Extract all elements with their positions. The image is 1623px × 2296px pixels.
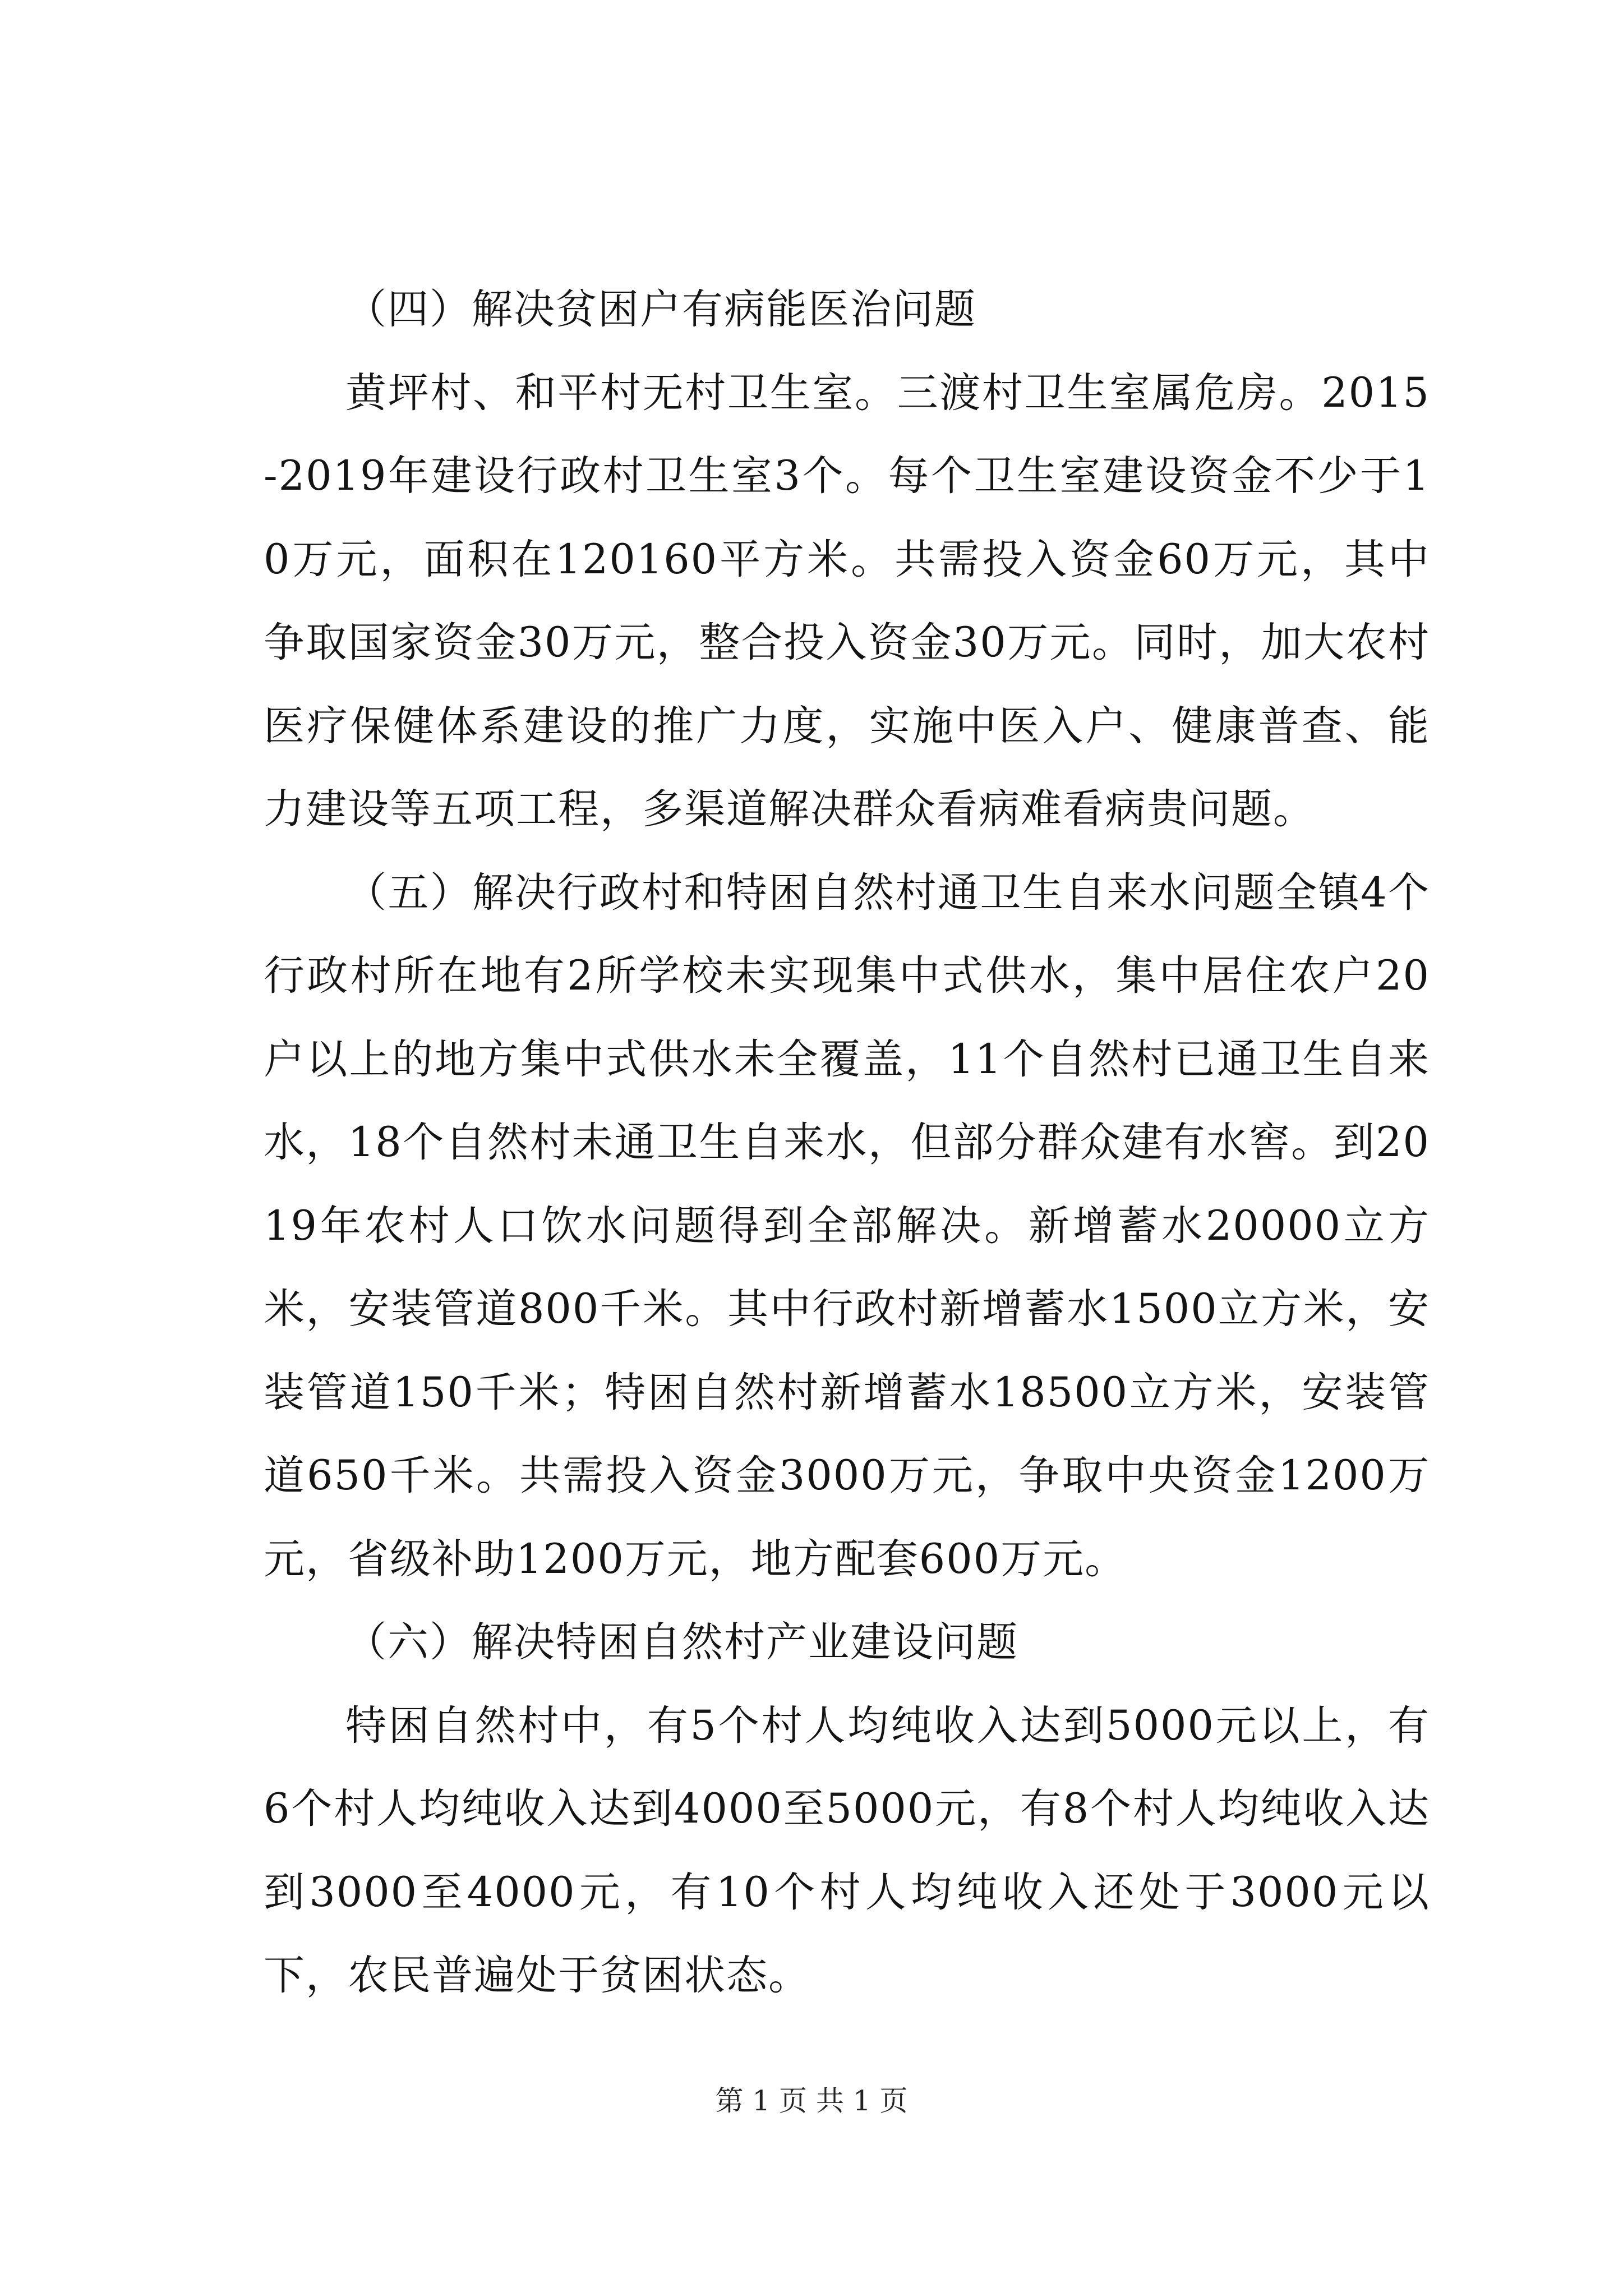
paragraph-income: 特困自然村中，有5个村人均纯收入达到5000元以上，有6个村人均纯收入达到4000至5000元，有8个村人均纯收入达到3000至4000元，有10个村人均纯收入还处于3000元以下，农民普遍处于贫困状态。 [264,1701,1430,1999]
document-body [264,268,1430,2018]
paragraph-clinics: 黄坪村、和平村无村卫生室。三渡村卫生室属危房。2015-2019年建设行政村卫生室3个。每个卫生室建设资金不少于10万元，面积在120160平方米。共需投入资金60万元，其中争取国家资金30万元，整合投入资金30万元。同时，加大农村医疗保健体系建设的推广力度，实施中医入户、健康普查、能力建设等五项工程，多渠道解决群众看病难看病贵问题。 [264,369,1430,833]
page-number-footer: 第 1 页 共 1 页 [715,2085,908,2117]
paragraph-water-supply: （五）解决行政村和特困自然村通卫生自来水问题全镇4个行政村所在地有2所学校未实现集中式供水，集中居住农户20户以上的地方集中式供水未全覆盖，11个自然村已通卫生自来水，18个自然村未通卫生自来水，但部分群众建有水窖。到2019年农村人口饮水问题得到全部解决。新增蓄水20000立方米，安装管道800千米。其中行政村新增蓄水1500立方米，安装管道150千米；特困自然村新增蓄水18500立方米，安装管道650千米。共需投入资金3000万元，争取中央资金1200万元，省级补助1200万元，地方配套600万元。 [264,868,1430,1583]
section-heading-6: （六）解决特困自然村产业建设问题 [345,1618,1018,1666]
section-heading-4: （四）解决贫困户有病能医治问题 [345,286,976,333]
